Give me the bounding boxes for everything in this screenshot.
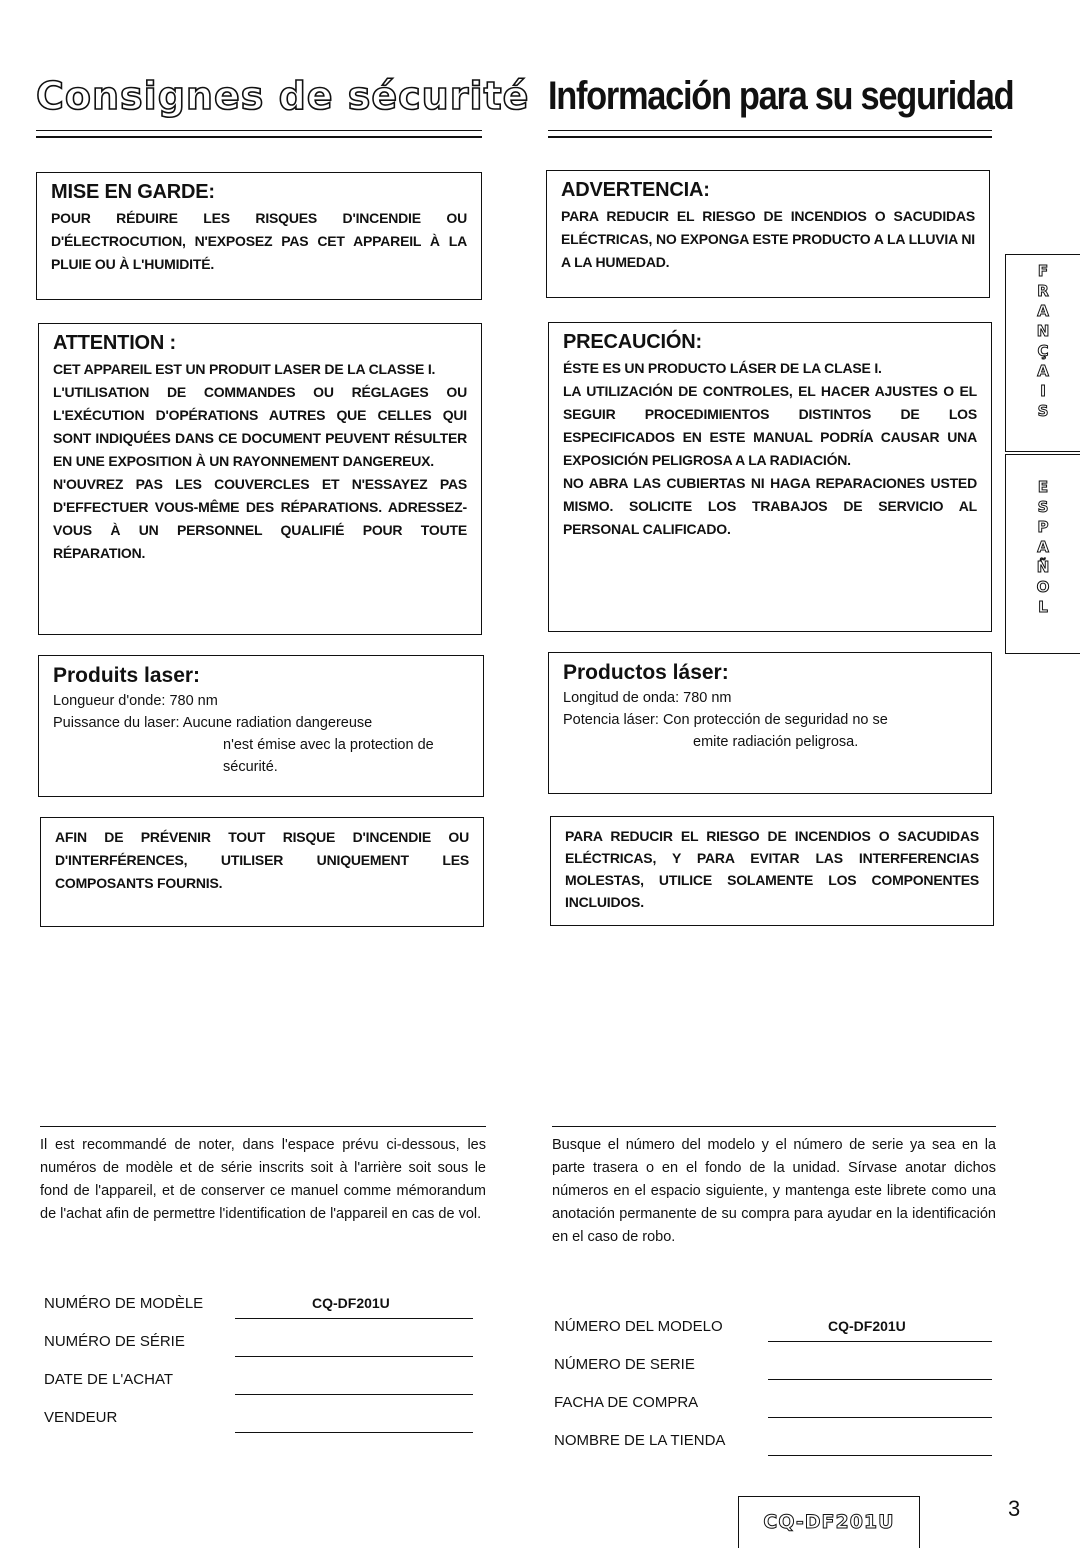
laser-heading-french: Produits laser: [53,664,201,687]
side-letter: A [1037,538,1049,556]
store-line-spanish[interactable] [768,1455,992,1456]
side-letter: O [1036,578,1050,596]
divider-french [40,1126,486,1127]
laser-wavelength-french: Longueur d'onde: 780 nm [53,693,218,709]
serial-label-french: NUMÉRO DE SÉRIE [44,1333,185,1350]
side-letter: N [1036,322,1050,340]
notice-box-spanish [550,816,994,926]
warning-text-spanish: PARA REDUCIR EL RIESGO DE INCENDIOS O SACUDIDAS ELÉCTRICAS, NO EXPONGA ESTE PRODUCTO A LA LLUVIA NI A LA HUMEDAD. [561,208,975,270]
warning-text-french: POUR RÉDUIRE LES RISQUES D'INCENDIE OU D'ÉLECTROCUTION, N'EXPOSEZ PAS CET APPAREIL À LA PLUIE OU À L'HUMIDITÉ. [51,210,467,272]
side-letter: E [1037,478,1049,496]
page-number: 3 [1008,1496,1021,1521]
side-letter: F [1037,262,1049,280]
title-french: Consignes de sécurité [36,74,530,118]
record-text-spanish: Busque el número del modelo y el número de serie ya sea en la parte trasera o en el fondo de la unidad. Sírvase anotar dichos números en el espacio siguiente, y mantenga este librete como una anotación permanente de su compra para ayudar en la identificación en el caso de robo. [552,1137,996,1245]
attention-p2-french: L'UTILISATION DE COMMANDES OU RÉGLAGES OU L'EXÉCUTION D'OPÉRATIONS AUTRES QUE CELLES QUI SONT INDIQUÉES DANS CE DOCUMENT PEUVENT RÉSULTER EN UNE EXPOSITION À UN RAYONNEMENT DANGEREUX. [53,384,467,469]
date-label-spanish: FACHA DE COMPRA [554,1394,699,1411]
side-letter: L [1038,598,1048,616]
laser-power-cont-spanish: emite radiación peligrosa. [693,734,859,750]
title-rule-french [36,130,482,138]
laser-heading-spanish: Productos láser: [563,661,729,684]
warning-heading-french: MISE EN GARDE: [51,181,215,203]
side-letter: Ç [1037,342,1049,360]
date-line-french[interactable] [235,1394,473,1395]
seller-label-french: VENDEUR [44,1409,118,1426]
caution-p3-spanish: NO ABRA LAS CUBIERTAS NI HAGA REPARACIONES USTED MISMO. SOLICITE LOS TRABAJOS DE SERVICIO AL PERSONAL CALIFICADO. [563,475,977,537]
side-tab-espanol[interactable] [1005,454,1080,654]
notice-text-spanish: PARA REDUCIR EL RIESGO DE INCENDIOS O SACUDIDAS ELÉCTRICAS, Y PARA EVITAR LAS INTERFERENCIAS MOLESTAS, UTILICE SOLAMENTE LOS COMPONENTES INCLUIDOS. [565,828,979,910]
warning-box-spanish [546,170,990,298]
side-tab-francais[interactable] [1005,254,1080,452]
laser-box-spanish [548,652,992,794]
store-label-spanish: NOMBRE DE LA TIENDA [554,1432,726,1449]
side-letter: S [1037,402,1049,420]
model-label-french: NUMÉRO DE MODÈLE [44,1295,204,1312]
attention-box-french [38,323,482,635]
date-label-french: DATE DE L'ACHAT [44,1371,173,1388]
laser-power-cont-french: n'est émise avec la protection de sécurité. [223,737,434,775]
caution-p1-spanish: ÉSTE ES UN PRODUCTO LÁSER DE LA CLASE I. [563,360,882,376]
date-line-spanish[interactable] [768,1417,992,1418]
laser-power-french: Puissance du laser: Aucune radiation dangereuse [53,715,373,731]
caution-box-spanish [548,322,992,632]
serial-line-spanish[interactable] [768,1379,992,1380]
side-letter: Ñ [1036,558,1050,576]
side-letter: R [1037,282,1049,300]
model-value-spanish: CQ-DF201U [828,1318,906,1334]
serial-line-french[interactable] [235,1356,473,1357]
laser-power-spanish: Potencia láser: Con protección de seguridad no se [563,712,888,728]
caution-p2-spanish: LA UTILIZACIÓN DE CONTROLES, EL HACER AJUSTES O EL SEGUIR PROCEDIMIENTOS DISTINTOS DE LOS ESPECIFICADOS EN ESTE MANUAL PODRÍA CAUSAR UNA EXPOSICIÓN PELIGROSA A LA RADIACIÓN. [563,383,977,468]
model-value-french: CQ-DF201U [312,1295,390,1311]
model-line-french[interactable] [235,1318,473,1319]
seller-line-french[interactable] [235,1432,473,1433]
title-rule-spanish [548,130,992,138]
attention-p3-french: N'OUVREZ PAS LES COUVERCLES ET N'ESSAYEZ PAS D'EFFECTUER VOUS-MÊME DES RÉPARATIONS. ADRESSEZ-VOUS À UN PERSONNEL QUALIFIÉ POUR TOUTE RÉPARATION. [53,476,467,561]
side-letter: I [1040,382,1046,400]
caution-heading-spanish: PRECAUCIÓN: [563,331,702,353]
laser-box-french [38,655,484,797]
warning-heading-spanish: ADVERTENCIA: [561,179,710,201]
attention-p1-french: CET APPAREIL EST UN PRODUIT LASER DE LA CLASSE I. [53,361,436,377]
side-letter: P [1037,518,1049,536]
title-spanish: Información para su seguridad [548,74,1014,118]
side-letter: A [1037,302,1049,320]
notice-text-french: AFIN DE PRÉVENIR TOUT RISQUE D'INCENDIE OU D'INTERFÉRENCES, UTILISER UNIQUEMENT LES COMPOSANTS FOURNIS. [55,829,469,891]
warning-box-french [36,172,482,300]
record-text-french: Il est recommandé de noter, dans l'espace prévu ci-dessous, les numéros de modèle et de série inscrits soit à l'arrière soit sous le fond de l'appareil, et de conserver ce manuel comme mémorandum de l'achat afin de permettre l'identification de l'appareil en cas de vol. [40,1137,486,1222]
model-badge [738,1496,920,1548]
laser-wavelength-spanish: Longitud de onda: 780 nm [563,690,732,706]
attention-heading-french: ATTENTION : [53,332,176,354]
serial-label-spanish: NÚMERO DE SERIE [554,1356,695,1373]
model-label-spanish: NÚMERO DEL MODELO [554,1318,723,1335]
side-letter: S [1037,498,1049,516]
divider-spanish [552,1126,996,1127]
notice-box-french [40,817,484,927]
model-badge-text: CQ-DF201U [763,1511,895,1533]
model-line-spanish[interactable] [768,1341,992,1342]
side-letter: A [1037,362,1049,380]
